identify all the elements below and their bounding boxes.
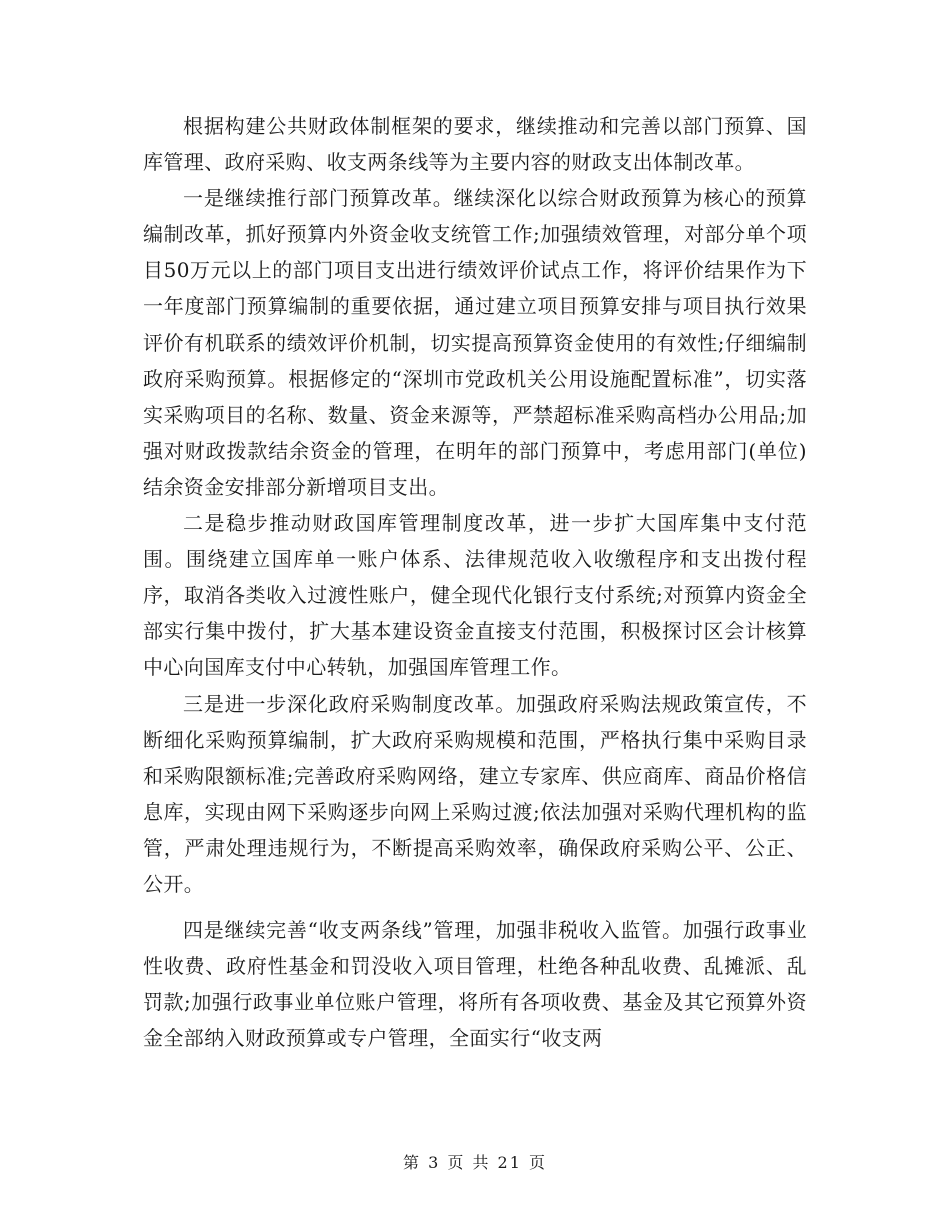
footer-total-pages: 21 xyxy=(497,1153,522,1172)
footer-current-page: 3 xyxy=(428,1153,441,1172)
paragraph-revenue-expenditure-lines: 四是继续完善“收支两条线”管理，加强非税收入监管。加强行政事业性收费、政府性基金和罚没收入项目管理，杜绝各种乱收费、乱摊派、乱罚款;加强行政事业单位账户管理，将所有各项收费、基金及其它预算外资金全部纳入财政预算或专户管理，全面实行“收支两 xyxy=(143,918,807,1051)
paragraph-department-budget: 一是继续推行部门预算改革。继续深化以综合财政预算为核心的预算编制改革，抓好预算内外资金收支统管工作;加强绩效管理，对部分单个项目50万元以上的部门项目支出进行绩效评价试点工作，将评价结果作为下一年度部门预算编制的重要依据，通过建立项目预算安排与项目执行效果评价有机联系的绩效评价机制，切实提高预算资金使用的有效性;仔细编制政府采购预算。根据修定的“深圳市党政机关公用设施配置标准”，切实落实采购项目的名称、数量、资金来源等，严禁超标准采购高档办公用品;加强对财政拨款结余资金的管理，在明年的部门预算中，考虑用部门(单位)结余资金安排部分新增项目支出。 xyxy=(143,186,807,499)
paragraph-government-procurement: 三是进一步深化政府采购制度改革。加强政府采购法规政策宣传，不断细化采购预算编制，扩大政府采购规模和范围，严格执行集中采购目录和采购限额标准;完善政府采购网络，建立专家库、供应商库、商品价格信息库，实现由网下采购逐步向网上采购过渡;依法加强对采购代理机构的监管，严肃处理违规行为，不断提高采购效率，确保政府采购公平、公正、公开。 xyxy=(143,691,807,896)
document-body xyxy=(143,108,807,1056)
page-footer xyxy=(0,1150,950,1173)
paragraph-treasury-management: 二是稳步推动财政国库管理制度改革，进一步扩大国库集中支付范围。围绕建立国库单一账户体系、法律规范收入收缴程序和支出拨付程序，取消各类收入过渡性账户，健全现代化银行支付系统;对预算内资金全部实行集中拨付，扩大基本建设资金直接支付范围，积极探讨区会计核算中心向国库支付中心转轨，加强国库管理工作。 xyxy=(143,511,807,680)
footer-label-page: 第 xyxy=(402,1153,421,1172)
footer-label-end: 页 xyxy=(529,1153,548,1172)
paragraph-intro: 根据构建公共财政体制框架的要求，继续推动和完善以部门预算、国库管理、政府采购、收支两条线等为主要内容的财政支出体制改革。 xyxy=(143,114,807,175)
footer-label-of: 页 共 xyxy=(447,1153,491,1172)
